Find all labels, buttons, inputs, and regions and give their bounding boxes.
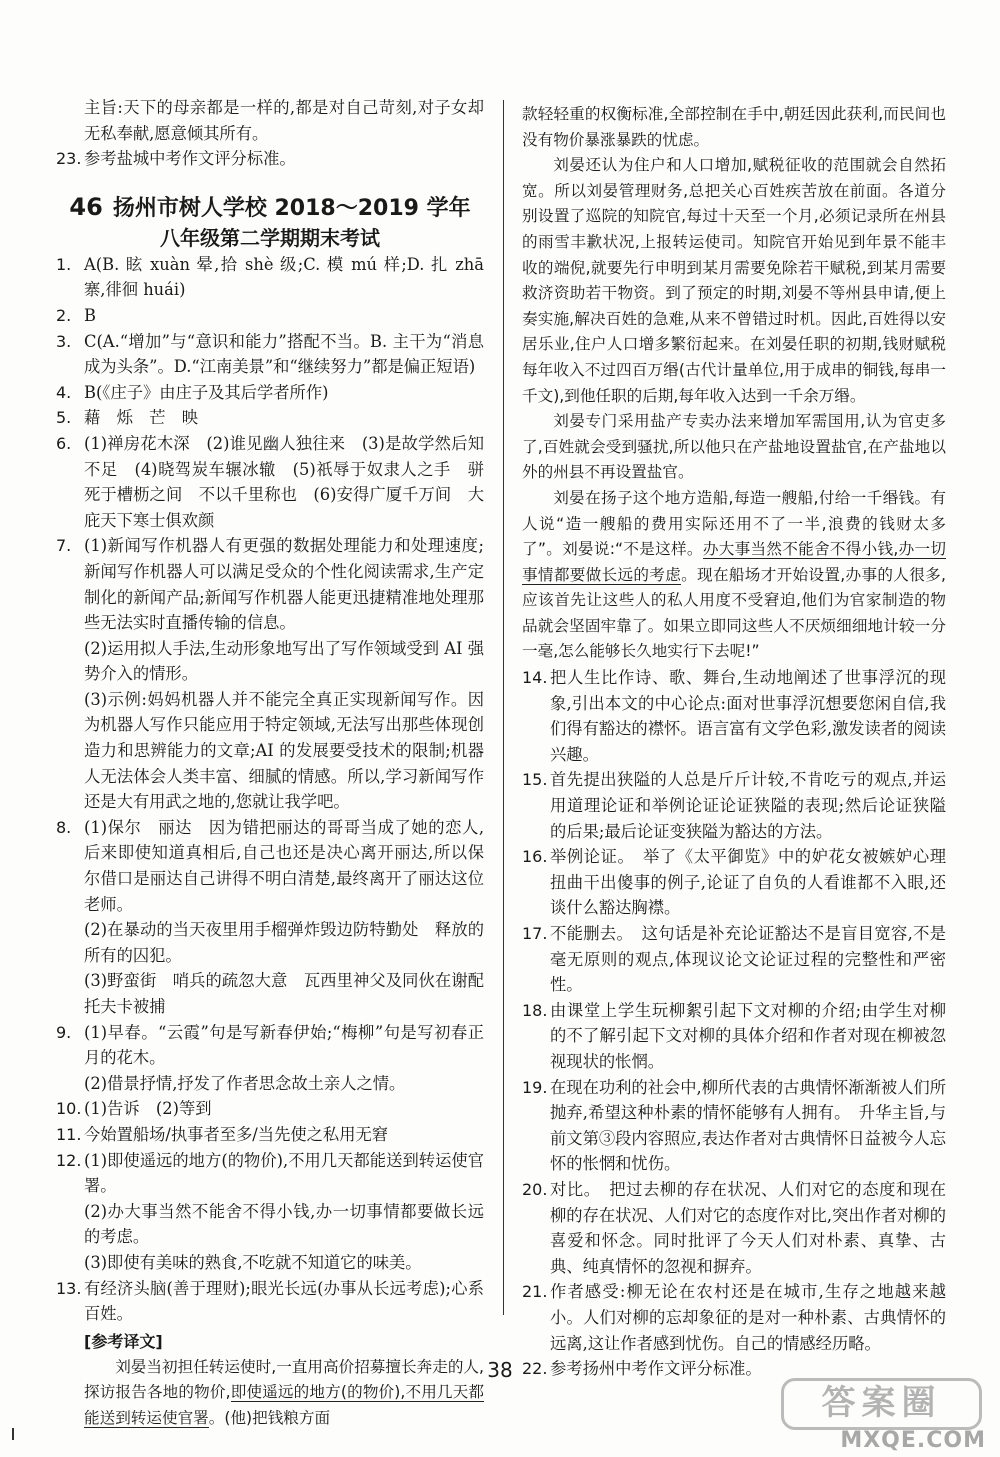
item-text: A(B. 眩 xuàn 晕,拾 shè 级;C. 模 mú 样;D. 扎 zhā 寨,徘徊 huái)	[84, 254, 484, 300]
item-number: 21.	[522, 1282, 548, 1302]
answer-item-20	[522, 1177, 946, 1279]
answer-item-12	[56, 1148, 484, 1199]
translation-text: 刘晏在扬子这个地方造船,每造一艘船,付给一千缗钱。有人说“造一艘船的费用实际还用不了一半,浪费的钱财太多了”。刘晏说:“不是这样。	[522, 488, 946, 559]
scan-edge-mark	[12, 1428, 14, 1440]
item-text: 在现在功利的社会中,柳所代表的古典情怀渐渐被人们所抛弃,希望这种朴素的情怀能够有人拥有。 升华主旨,与前文第③段内容照应,表达作者对古典情怀日益被今人忘怀的怅惘和忧伤。	[550, 1077, 946, 1174]
item-number: 12.	[56, 1150, 82, 1170]
item-text: 首先提出狭隘的人总是斤斤计较,不肯吃亏的观点,并运用道理论证和举例论证论证狭隘的表现;然后论证狭隘的后果;最后论证变狭隘为豁达的方法。	[550, 770, 946, 841]
item-9-part-2: (2)借景抒情,抒发了作者思念故土亲人之情。	[84, 1073, 406, 1093]
item-text: 有经济头脑(善于理财);眼光长远(办事从长远考虑);心系百姓。	[84, 1278, 484, 1324]
watermark-url: MXQE.COM	[840, 1428, 986, 1453]
translation-text: 。现在船场才开始设置,办事的人很多,应该首先让这些人的私人用度不受窘迫,他们为官家制造的物品就会坚固牢靠了。如果立即同这些人不厌烦细细地计较一分一毫,怎么能够长久地实行下去呢!”	[522, 565, 946, 661]
intro-text: 主旨:天下的母亲都是一样的,都是对自己苛刻,对子女却无私奉献,愿意倾其所有。	[84, 98, 484, 143]
item-number: 17.	[522, 924, 548, 943]
translation-continued: 款轻轻重的权衡标准,全部控制在手中,朝廷因此获利,而民间也没有物价暴涨暴跌的忧虑。	[522, 105, 946, 149]
item-text: 对比。 把过去柳的存在状况、人们对它的态度和现在柳的存在状况、人们对它的态度作对比,突出作者对柳的喜爱和怀念。同时批评了今天人们对朴素、真挚、古典、纯真情怀的忽视和摒弃。	[550, 1179, 946, 1276]
translation-paragraph-4	[522, 486, 946, 665]
item-text: 作者感受:柳无论在农村还是在城市,生存之地越来越小。人们对柳的忘却象征的是对一种朴素、古典情怀的远离,这让作者感到忧伤。自己的情感经历略。	[550, 1282, 946, 1353]
item-number: 23.	[56, 149, 82, 169]
section-number: 46	[69, 192, 103, 221]
item-text: 参考扬州中考作文评分标准。	[550, 1359, 762, 1379]
underlined-translation: 办大事当然不能舍不得小钱,办一切事情都要做长远的考虑	[522, 540, 946, 584]
left-column	[56, 95, 484, 1432]
underlined-translation: 即使遥远的地方(的物价),不用几天都能送到转运使官署	[84, 1383, 484, 1427]
item-8-part-2: (2)在暴动的当天夜里用手榴弹炸毁边防特勤处 释放的所有的囚犯。	[84, 920, 484, 965]
item-number: 2.	[56, 305, 72, 325]
item-number: 9.	[56, 1022, 72, 1042]
answer-item-7	[56, 533, 484, 635]
answer-item-8	[56, 815, 484, 917]
watermark-logo: 答案圈	[781, 1378, 982, 1430]
item-text: 不能删去。 这句话是补充论证豁达不是盲目宽容,不是毫无原则的观点,体现议论文论证过程的完整性和严密性。	[550, 924, 946, 995]
answer-item-18	[522, 998, 946, 1075]
answer-item-13	[56, 1276, 484, 1327]
item-number: 5.	[56, 408, 72, 428]
item-text: (1)新闻写作机器人有更强的数据处理能力和处理速度;新闻写作机器人可以满足受众的个性化阅读需求,生产定制化的新闻产品;新闻写作机器人能更迅捷精准地处理那些无法实时直播传输的信息。	[84, 536, 484, 633]
item-number: 7.	[56, 536, 72, 556]
item-number: 10.	[56, 1099, 82, 1119]
reference-translation-title: [参考译文]	[84, 1331, 163, 1351]
item-number: 6.	[56, 433, 72, 453]
item-text: (1)早春。“云霞”句是写新春伊始;“梅柳”句是写初春正月的花木。	[84, 1022, 484, 1068]
item-number: 3.	[56, 331, 72, 351]
item-text: 把人生比作诗、歌、舞台,生动地阐述了世事浮沉的现象,引出本文的中心论点:面对世事浮沉想要您闲自信,我们得有豁达的襟怀。语言富有文学色彩,激发读者的阅读兴趣。	[550, 668, 946, 764]
translation-text: 刘晏当初担任转运使时,一直用高价招募擅长奔走的人,探访报告各地的物价,	[84, 1357, 484, 1402]
answer-item-9	[56, 1020, 484, 1071]
item-text: 今始置船场/执事者至多/当先使之私用无窘	[84, 1124, 389, 1144]
answer-item-16	[522, 844, 946, 921]
section-heading	[56, 192, 484, 224]
answer-item-10	[56, 1096, 484, 1122]
item-number: 18.	[522, 1000, 548, 1020]
answer-item-14	[522, 665, 946, 767]
section-subtitle: 八年级第二学期期末考试	[160, 225, 380, 250]
item-number: 16.	[522, 847, 548, 867]
page-number: 38	[487, 1358, 513, 1382]
answer-item-4	[56, 380, 484, 406]
item-text: 藉 烁 芒 映	[84, 408, 198, 428]
item-number: 4.	[56, 382, 72, 402]
answer-item-2	[56, 303, 484, 329]
answer-item-5	[56, 405, 484, 431]
item-number: 22.	[522, 1359, 548, 1379]
answer-item-21	[522, 1279, 946, 1356]
item-text: 参考盐城中考作文评分标准。	[84, 149, 296, 169]
item-text: 举例论证。 举了《太平御览》中的妒花女被嫉妒心理扭曲干出傻事的例子,论证了自负的人看谁都不入眼,还谈什么豁达胸襟。	[550, 847, 946, 918]
item-number: 11.	[56, 1124, 82, 1144]
answer-item-6	[56, 431, 484, 533]
item-7-part-2: (2)运用拟人手法,生动形象地写出了写作领域受到 AI 强势介入的情形。	[84, 638, 484, 684]
item-12-part-3: (3)即使有美味的熟食,不吃就不知道它的味美。	[84, 1252, 422, 1272]
item-number: 20.	[522, 1179, 548, 1199]
item-text: B(《庄子》由庄子及其后学者所作)	[84, 382, 329, 402]
item-text: (1)即使遥远的地方(的物价),不用几天都能送到转运使官署。	[84, 1150, 484, 1196]
answer-item-1	[56, 252, 484, 303]
item-text: (1)告诉 (2)等到	[84, 1099, 212, 1119]
item-12-part-2: (2)办大事当然不能舍不得小钱,办一切事情都要做长远的考虑。	[84, 1201, 484, 1247]
answer-item-3	[56, 329, 484, 380]
item-text: (1)保尔 丽达 因为错把丽达的哥哥当成了她的恋人,后来即使知道真相后,自己也还是决心离开丽达,所以保尔借口是丽达自己讲得不明白清楚,最终离开了丽达这位老师。	[84, 817, 484, 914]
item-text: B	[84, 305, 96, 325]
right-column	[522, 102, 946, 1382]
item-number: 19.	[522, 1077, 548, 1097]
answer-item-19	[522, 1075, 946, 1177]
answer-item-23	[56, 146, 484, 172]
item-number: 8.	[56, 817, 72, 837]
item-text: C(A.“增加”与“意识和能力”搭配不当。B. 主干为“消息成为头条”。D.“江南美景”和“继续努力”都是偏正短语)	[84, 331, 484, 377]
translation-paragraph-3: 刘晏专门采用盐产专卖办法来增加军需国用,认为官吏多了,百姓就会受到骚扰,所以他只在产盐地设置盐官,在产盐地以外的州县不再设置盐官。	[522, 412, 946, 482]
answer-item-17	[522, 921, 946, 998]
item-text: 由课堂上学生玩柳絮引起下文对柳的介绍;由学生对柳的不了解引起下文对柳的具体介绍和作者对现在柳被忽视现状的怅惘。	[550, 1000, 946, 1071]
item-number: 1.	[56, 254, 72, 274]
answer-item-11	[56, 1122, 484, 1148]
translation-text: 。(他)把钱粮方面	[208, 1408, 331, 1427]
column-divider	[503, 100, 504, 1315]
item-7-part-3: (3)示例:妈妈机器人并不能完全真正实现新闻写作。因为机器人写作只能应用于特定领域,无法写出那些体现创造力和思辨能力的文章;AI 的发展要受技术的限制;机器人无法体会人类丰富、细腻的情感。所以,学习新闻写作还是大有用武之地的,您就让我学吧。	[84, 689, 484, 812]
item-text: (1)禅房花木深 (2)谁见幽人独往来 (3)是故学然后知不足 (4)晓驾炭车辗冰辙 (5)祇辱于奴隶人之手 骈死于槽枥之间 不以千里称也 (6)安得广厦千万间 大庇天下寒士俱欢颜	[84, 433, 484, 530]
item-8-part-3: (3)野蛮街 哨兵的疏忽大意 瓦西里神父及同伙在谢配托夫卡被捕	[84, 971, 484, 1016]
item-number: 13.	[56, 1278, 82, 1298]
section-title: 扬州市树人学校 2018～2019 学年	[112, 195, 471, 221]
item-number: 14.	[522, 668, 548, 688]
translation-paragraph-2: 刘晏还认为住户和人口增加,赋税征收的范围就会自然拓宽。所以刘晏管理财务,总把关心百姓疾苦放在前面。各道分别设置了巡院的知院官,每过十天至一个月,必须记录所在州县的雨雪丰歉状况,上报转运使司。知院官开始见到年景不能丰收的端倪,就要先行申明到某月需要免除若干赋税,到某月需要救济资助若干物资。到了预定的时期,刘晏不等州县申请,便上奏实施,解决百姓的急难,从来不曾错过时机。因此,百姓得以安居乐业,住户人口增多繁衍起来。在刘晏任职的初期,钱财赋税每年收入不过四百万缗(古代计量单位,用于成串的铜钱,每串一千文),到他任职的后期,每年收入达到一千余万缗。	[522, 156, 946, 405]
answer-item-15	[522, 767, 946, 844]
item-number: 15.	[522, 770, 548, 790]
